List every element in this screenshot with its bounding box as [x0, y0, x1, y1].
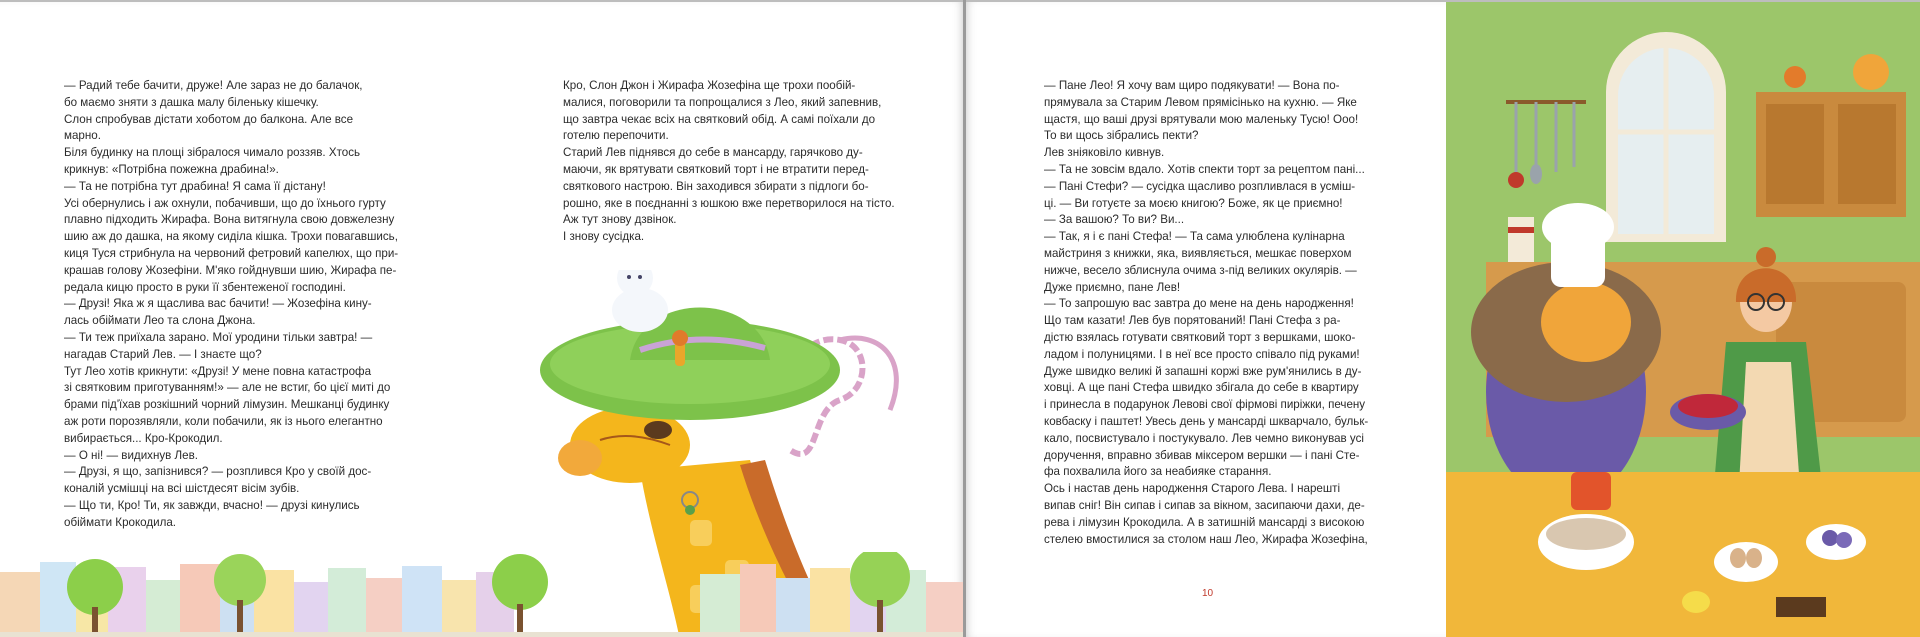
text-line: кало, посвистувало і постукувало. Лев чемно виконував усі — [1044, 431, 1364, 445]
text-line: ховці. А ще пані Стефа швидко збігала до себе в квартиру — [1044, 381, 1359, 395]
text-line: доручення, вправно збивав міксером вершки — і пані Сте- — [1044, 448, 1360, 462]
text-line: прямувала за Старим Левом прямісінько на кухню. — Яке — [1044, 95, 1357, 109]
text-line: майстриня з книжки, яка, виявляється, мешкає поверхом — [1044, 246, 1352, 260]
text-line: святкового настрою. Він заходився збирати з підлоги бо- — [563, 179, 869, 193]
town-illustration — [0, 552, 963, 637]
text-line: що завтра чекає всіх на святковий обід. А самі поїхали до — [563, 112, 876, 126]
text-line: — Радий тебе бачити, друже! Але зараз не до балачок, — [64, 79, 363, 92]
text-line: — За вашою? То ви? Ви... — [1044, 213, 1185, 227]
text-line: Тут Лео хотів крикнути: «Друзі! У мене повна катастрофа — [64, 364, 372, 378]
text-line: Лев зніяковіло кивнув. — [1044, 146, 1165, 160]
text-line: плавно підходить Жирафа. Вона витягнула свою довжелезну — [64, 213, 395, 227]
text-line: — Ти теж приїхала зарано. Мої уродини тільки завтра! — — [64, 330, 373, 344]
text-line: вибирається... Кро-Крокодил. — [64, 431, 223, 445]
text-line: крикнув: «Потрібна пожежна драбина!». — [64, 162, 279, 176]
text-line: марно. — [64, 129, 101, 143]
left-page-column-1 — [64, 78, 416, 532]
text-line: — Що ти, Кро! Ти, як завжди, вчасно! — друзі кинулись — [64, 498, 360, 512]
text-line: обіймати Крокодила. — [64, 515, 177, 529]
text-line: малися, поговорили та попрощалися з Лео, який запевнив, — [563, 95, 882, 109]
text-line: фа похвалила його за неабияке старання. — [1044, 465, 1272, 479]
text-line: Усі обернулись і аж охнули, побачивши, що до їхнього гурту — [64, 196, 386, 210]
kitchen-illustration — [1446, 2, 1920, 637]
text-line: нижче, весело зблиснула очима з-під великих окулярів. — — [1044, 263, 1357, 277]
text-line: крашав голову Жозефіни. М'яко гойднувши шию, Жирафа пе- — [64, 263, 397, 277]
text-line: — Друзі! Яка ж я щаслива вас бачити! — Жозефіна кину- — [64, 297, 372, 311]
right-page — [966, 2, 1920, 637]
text-line: І знову сусідка. — [563, 230, 645, 244]
text-line: зі святковим приготуванням!» — але не встиг, бо цієї миті до — [64, 381, 391, 395]
text-line: щастя, що ваші друзі врятували мою маленьку Тусю! Ооо! — [1044, 112, 1359, 126]
text-line: ковбаску і паштет! Увесь день у мансарді шкварчало, бульк- — [1044, 414, 1369, 428]
text-line: нагадав Старий Лев. — І знаєте що? — [64, 347, 262, 361]
text-line: ці. — Ви готуєте за моєю книгою? Боже, як це приємно! — [1044, 196, 1343, 210]
text-line: Дуже швидко великі й запашні коржі вже рум'янились в ду- — [1044, 364, 1362, 378]
text-line: Слон спробував дістати хоботом до балкона. Але все — [64, 112, 354, 126]
text-line: ладом і полуницями. І в неї все просто співало під руками! — [1044, 347, 1360, 361]
text-line: Кро, Слон Джон і Жирафа Жозефіна ще трохи пообій- — [563, 79, 856, 92]
text-line: редала кицю просто в руки її збентеженої господині. — [64, 280, 346, 294]
text-line: — Та не зовсім вдало. Хотів спекти торт за рецептом пані... — [1044, 162, 1365, 176]
text-line: — Та не потрібна тут драбина! Я сама її дістану! — [64, 179, 326, 193]
text-line: Аж тут знову дзвінок. — [563, 213, 677, 227]
text-line: киця Туся стрибнула на червоний фетровий капелюх, що при- — [64, 246, 399, 260]
text-line: бо маємо зняти з дашка малу біленьку кішечку. — [64, 95, 319, 109]
right-page-column-1 — [1044, 78, 1428, 548]
text-line: Ось і настав день народження Старого Лева. І нарешті — [1044, 482, 1341, 496]
text-line: — То запрошую вас завтра до мене на день народження! — [1044, 297, 1354, 311]
left-page — [0, 2, 963, 637]
left-page-column-2 — [563, 78, 899, 246]
text-line: брами під'їхав розкішний чорний лімузин. Мешканці будинку — [64, 398, 390, 412]
text-line: Що там казати! Лев був порятований! Пані Стефа з ра- — [1044, 314, 1341, 328]
text-line: То ви щось зібрались пекти? — [1044, 129, 1199, 143]
text-line: шию аж до дашка, на якому сиділа кішка. Трохи повагавшись, — [64, 230, 398, 244]
text-line: коналій усмішці на всі шістдесят вісім зубів. — [64, 482, 300, 496]
text-line: лась обіймати Лео та слона Джона. — [64, 314, 256, 328]
text-line: і принесла в подарунок Левові свої фірмові пиріжки, печену — [1044, 398, 1366, 412]
text-line: — Пане Лео! Я хочу вам щиро подякувати! — Вона по- — [1044, 79, 1340, 92]
text-line: рошно, яке в поєднанні з юшкою вже перетворилося на тісто. — [563, 196, 895, 210]
text-line: маючи, як врятувати святковий торт і не втратити перед- — [563, 162, 869, 176]
text-line: Старий Лев піднявся до себе в мансарду, гарячково ду- — [563, 146, 863, 160]
text-line: дістю взялась готувати святковий торт з вершками, шоко- — [1044, 330, 1356, 344]
text-line: рева і лімузин Крокодила. А в затишній мансарді з високою — [1044, 515, 1365, 529]
text-line: стелею вмостилися за столом наш Лео, Жирафа Жозефіна, — [1044, 532, 1368, 546]
text-line: — О ні! — видихнув Лев. — [64, 448, 198, 462]
text-line: — Пані Стефи? — сусідка щасливо розпливлася в усміш- — [1044, 179, 1356, 193]
text-line: аж роти порозявляли, коли побачили, як із нього елегантно — [64, 414, 383, 428]
text-line: Біля будинку на площі зібралося чимало роззяв. Хтось — [64, 146, 361, 160]
text-line: готелю перепочити. — [563, 129, 669, 143]
text-line: випав сніг! Він сипав і сипав за вікном, засипаючи дахи, де- — [1044, 498, 1365, 512]
text-line: — Так, я і є пані Стефа! — Та сама улюблена кулінарна — [1044, 230, 1345, 244]
text-line: Дуже приємно, пане Лев! — [1044, 280, 1181, 294]
page-number: 10 — [1202, 588, 1214, 599]
text-line: — Друзі, я що, запізнився? — розплився Кро у своїй дос- — [64, 465, 372, 479]
